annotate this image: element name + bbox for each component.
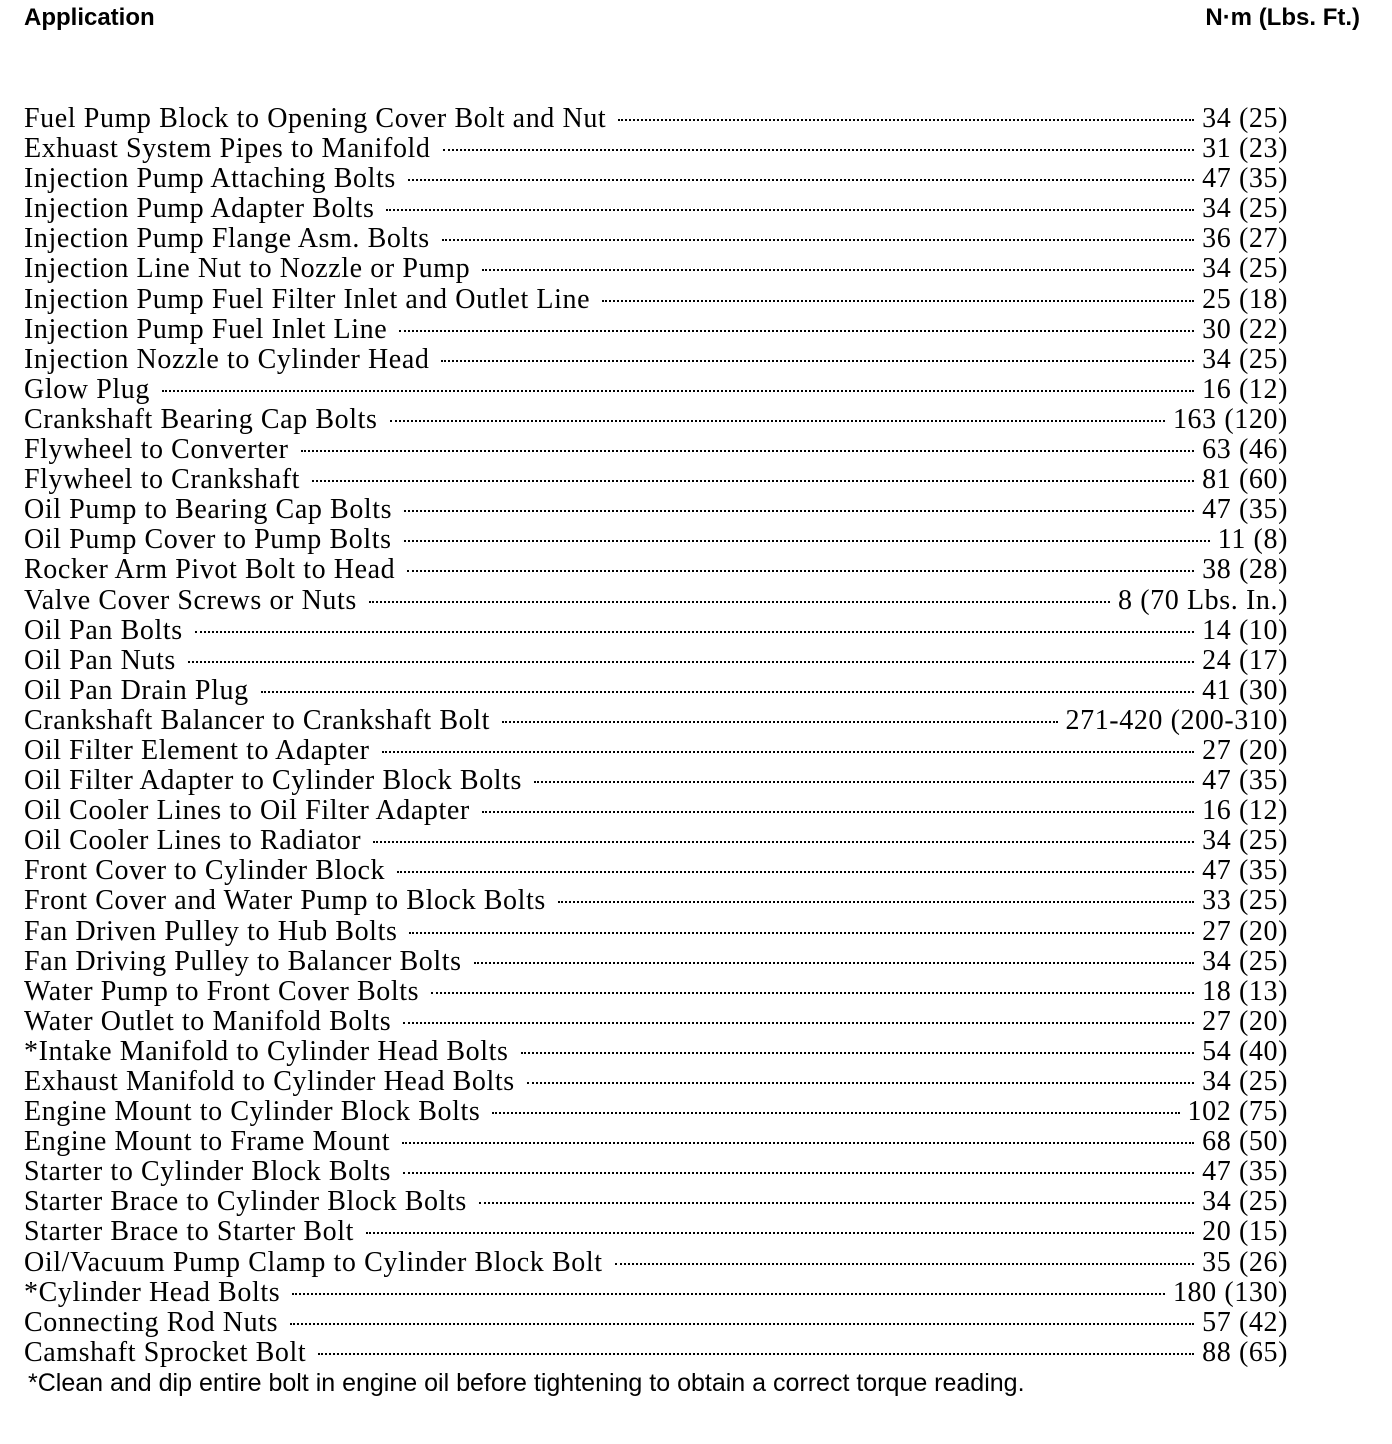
dot-leader [402, 1142, 1194, 1144]
dot-leader [442, 239, 1194, 241]
spec-application: Starter Brace to Cylinder Block Bolts [24, 1186, 467, 1218]
spec-torque-value: 18 (13) [1202, 975, 1288, 1007]
spec-row [24, 796, 1288, 826]
dot-leader [403, 1172, 1194, 1174]
spec-application: Fan Driven Pulley to Hub Bolts [24, 915, 398, 947]
spec-application: Flywheel to Converter [24, 434, 289, 466]
spec-torque-value: 34 (25) [1202, 825, 1288, 857]
dot-leader [195, 631, 1194, 633]
torque-units-column-heading: N·m (Lbs. Ft.) [1205, 4, 1360, 31]
spec-row [24, 616, 1288, 646]
spec-torque-value: 31 (23) [1202, 133, 1288, 165]
spec-torque-value: 27 (20) [1202, 734, 1288, 766]
spec-torque-value: 47 (35) [1202, 163, 1288, 195]
spec-torque-value: 34 (25) [1202, 343, 1288, 375]
spec-application: Rocker Arm Pivot Bolt to Head [24, 554, 396, 586]
spec-torque-value: 88 (65) [1202, 1336, 1288, 1368]
dot-leader [382, 751, 1195, 753]
spec-torque-value: 20 (15) [1202, 1216, 1288, 1248]
spec-row [24, 977, 1288, 1007]
dot-leader [162, 390, 1194, 392]
spec-torque-value: 34 (25) [1202, 945, 1288, 977]
dot-leader [602, 300, 1194, 302]
spec-row [24, 826, 1288, 856]
spec-application: Injection Pump Fuel Inlet Line [24, 313, 388, 345]
spec-row [24, 886, 1288, 916]
dot-leader [292, 1293, 1165, 1295]
spec-torque-value: 54 (40) [1202, 1035, 1288, 1067]
spec-torque-value: 8 (70 Lbs. In.) [1118, 584, 1288, 616]
dot-leader [390, 420, 1165, 422]
spec-torque-value: 34 (25) [1202, 103, 1288, 134]
dot-leader [558, 901, 1194, 903]
dot-leader [386, 209, 1194, 211]
spec-application: *Cylinder Head Bolts [24, 1276, 281, 1308]
spec-row [24, 134, 1288, 164]
spec-application: *Intake Manifold to Cylinder Head Bolts [24, 1035, 509, 1067]
spec-application: Exhuast System Pipes to Manifold [24, 133, 431, 165]
spec-row [24, 1217, 1288, 1247]
spec-row [24, 495, 1288, 525]
spec-torque-value: 47 (35) [1202, 855, 1288, 887]
dot-leader [407, 570, 1194, 572]
spec-application: Water Outlet to Manifold Bolts [24, 1005, 392, 1037]
dot-leader [502, 721, 1057, 723]
spec-row [24, 375, 1288, 405]
spec-row [24, 465, 1288, 495]
spec-application: Starter to Cylinder Block Bolts [24, 1156, 392, 1188]
spec-application: Oil Pan Bolts [24, 614, 183, 646]
dot-leader [492, 1112, 1179, 1114]
spec-torque-value: 38 (28) [1202, 554, 1288, 586]
spec-torque-value: 16 (12) [1202, 373, 1288, 405]
spec-row [24, 1338, 1288, 1368]
spec-application: Water Pump to Front Cover Bolts [24, 975, 420, 1007]
spec-application: Oil Pump Cover to Pump Bolts [24, 524, 392, 556]
spec-application: Oil Pump to Bearing Cap Bolts [24, 494, 393, 526]
dot-leader [615, 1263, 1195, 1265]
spec-application: Injection Pump Fuel Filter Inlet and Outlet Line [24, 283, 591, 315]
spec-application: Front Cover and Water Pump to Block Bolts [24, 885, 546, 917]
dot-leader [441, 360, 1194, 362]
spec-torque-value: 14 (10) [1202, 614, 1288, 646]
spec-application: Injection Pump Attaching Bolts [24, 163, 396, 195]
dot-leader [366, 1232, 1194, 1234]
spec-application: Valve Cover Screws or Nuts [24, 584, 357, 616]
spec-application: Oil Pan Drain Plug [24, 674, 249, 706]
dot-leader [408, 179, 1194, 181]
dot-leader [482, 269, 1194, 271]
spec-row [24, 555, 1288, 585]
dot-leader [404, 540, 1210, 542]
footnote-text: *Clean and dip entire bolt in engine oil before tightening to obtain a correct torque reading. [28, 1369, 1025, 1397]
dot-leader [618, 119, 1194, 121]
spec-torque-value: 68 (50) [1202, 1126, 1288, 1158]
spec-torque-value: 30 (22) [1202, 313, 1288, 345]
spec-row [24, 586, 1288, 616]
dot-leader [431, 992, 1194, 994]
spec-row [24, 646, 1288, 676]
dot-leader [399, 330, 1194, 332]
spec-row [24, 736, 1288, 766]
spec-torque-value: 47 (35) [1202, 765, 1288, 797]
dot-leader [482, 811, 1194, 813]
spec-application: Oil Cooler Lines to Radiator [24, 825, 362, 857]
spec-torque-value: 34 (25) [1202, 253, 1288, 285]
spec-row [24, 1037, 1288, 1067]
spec-torque-value: 34 (25) [1202, 1066, 1288, 1097]
spec-torque-value: 163 (120) [1172, 403, 1288, 435]
application-column-heading: Application [24, 4, 155, 31]
spec-torque-value: 41 (30) [1202, 674, 1288, 706]
spec-row [24, 164, 1288, 194]
spec-row [24, 1187, 1288, 1217]
dot-leader [261, 691, 1194, 693]
spec-row [24, 1007, 1288, 1037]
dot-leader [474, 962, 1194, 964]
spec-row [24, 1127, 1288, 1157]
spec-application: Engine Mount to Frame Mount [24, 1126, 391, 1158]
dot-leader [479, 1202, 1194, 1204]
spec-torque-value: 16 (12) [1202, 795, 1288, 827]
dot-leader [369, 601, 1110, 603]
spec-row [24, 194, 1288, 224]
spec-torque-value: 34 (25) [1202, 1186, 1288, 1218]
footnote [28, 1368, 1178, 1398]
spec-torque-value: 63 (46) [1202, 434, 1288, 466]
spec-torque-value: 11 (8) [1217, 524, 1288, 556]
spec-row [24, 345, 1288, 375]
spec-application: Fuel Pump Block to Opening Cover Bolt and Nut [24, 103, 607, 134]
dot-leader [373, 841, 1194, 843]
spec-torque-value: 271-420 (200-310) [1065, 704, 1288, 736]
spec-application: Oil Cooler Lines to Oil Filter Adapter [24, 795, 470, 827]
spec-row [24, 1308, 1288, 1338]
spec-row [24, 947, 1288, 977]
spec-torque-value: 36 (27) [1202, 223, 1288, 255]
spec-application: Engine Mount to Cylinder Block Bolts [24, 1096, 481, 1128]
dot-leader [312, 480, 1194, 482]
spec-application: Connecting Rod Nuts [24, 1306, 279, 1338]
spec-application: Oil/Vacuum Pump Clamp to Cylinder Block Bolt [24, 1246, 603, 1278]
spec-row [24, 104, 1288, 134]
spec-application: Oil Pan Nuts [24, 644, 176, 676]
spec-application: Crankshaft Bearing Cap Bolts [24, 403, 378, 435]
spec-application: Glow Plug [24, 373, 150, 405]
spec-application: Injection Nozzle to Cylinder Head [24, 343, 430, 375]
dot-leader [443, 149, 1195, 151]
spec-torque-value: 102 (75) [1187, 1096, 1288, 1128]
spec-row [24, 315, 1288, 345]
table-header [24, 4, 1360, 38]
spec-application: Front Cover to Cylinder Block [24, 855, 386, 887]
spec-row [24, 254, 1288, 284]
dot-leader [404, 510, 1194, 512]
spec-row [24, 1067, 1288, 1097]
dot-leader [534, 781, 1194, 783]
spec-row [24, 766, 1288, 796]
dot-leader [301, 450, 1195, 452]
spec-torque-value: 25 (18) [1202, 283, 1288, 315]
spec-torque-value: 81 (60) [1202, 464, 1288, 496]
spec-application: Injection Line Nut to Nozzle or Pump [24, 253, 471, 285]
dot-leader [403, 1022, 1194, 1024]
dot-leader [409, 932, 1194, 934]
spec-torque-value: 27 (20) [1202, 915, 1288, 947]
spec-row [24, 435, 1288, 465]
spec-torque-value: 34 (25) [1202, 193, 1288, 225]
spec-application: Exhaust Manifold to Cylinder Head Bolts [24, 1066, 515, 1097]
spec-row [24, 1157, 1288, 1187]
spec-row [24, 676, 1288, 706]
dot-leader [318, 1353, 1194, 1355]
spec-row [24, 285, 1288, 315]
spec-torque-value: 24 (17) [1202, 644, 1288, 676]
dot-leader [527, 1082, 1194, 1084]
spec-row [24, 1097, 1288, 1127]
spec-row [24, 405, 1288, 435]
spec-torque-value: 180 (130) [1172, 1276, 1288, 1308]
dot-leader [521, 1052, 1195, 1054]
spec-torque-value: 27 (20) [1202, 1005, 1288, 1037]
spec-application: Fan Driving Pulley to Balancer Bolts [24, 945, 462, 977]
spec-row [24, 706, 1288, 736]
spec-application: Starter Brace to Starter Bolt [24, 1216, 354, 1248]
dot-leader [290, 1323, 1194, 1325]
spec-row [24, 525, 1288, 555]
spec-row [24, 1278, 1288, 1308]
spec-application: Flywheel to Crankshaft [24, 464, 301, 496]
spec-row [24, 917, 1288, 947]
spec-application: Oil Filter Adapter to Cylinder Block Bolts [24, 765, 523, 797]
spec-application: Injection Pump Adapter Bolts [24, 193, 375, 225]
spec-torque-value: 47 (35) [1202, 1156, 1288, 1188]
spec-application: Oil Filter Element to Adapter [24, 734, 370, 766]
spec-application: Injection Pump Flange Asm. Bolts [24, 223, 430, 255]
spec-torque-value: 47 (35) [1202, 494, 1288, 526]
spec-row [24, 224, 1288, 254]
spec-torque-value: 35 (26) [1202, 1246, 1288, 1278]
torque-spec-list [24, 104, 1288, 1368]
dot-leader [188, 661, 1194, 663]
spec-row [24, 856, 1288, 886]
dot-leader [397, 871, 1194, 873]
spec-row [24, 1248, 1288, 1278]
spec-torque-value: 33 (25) [1202, 885, 1288, 917]
spec-application: Crankshaft Balancer to Crankshaft Bolt [24, 704, 491, 736]
spec-torque-value: 57 (42) [1202, 1306, 1288, 1338]
spec-application: Camshaft Sprocket Bolt [24, 1336, 307, 1368]
